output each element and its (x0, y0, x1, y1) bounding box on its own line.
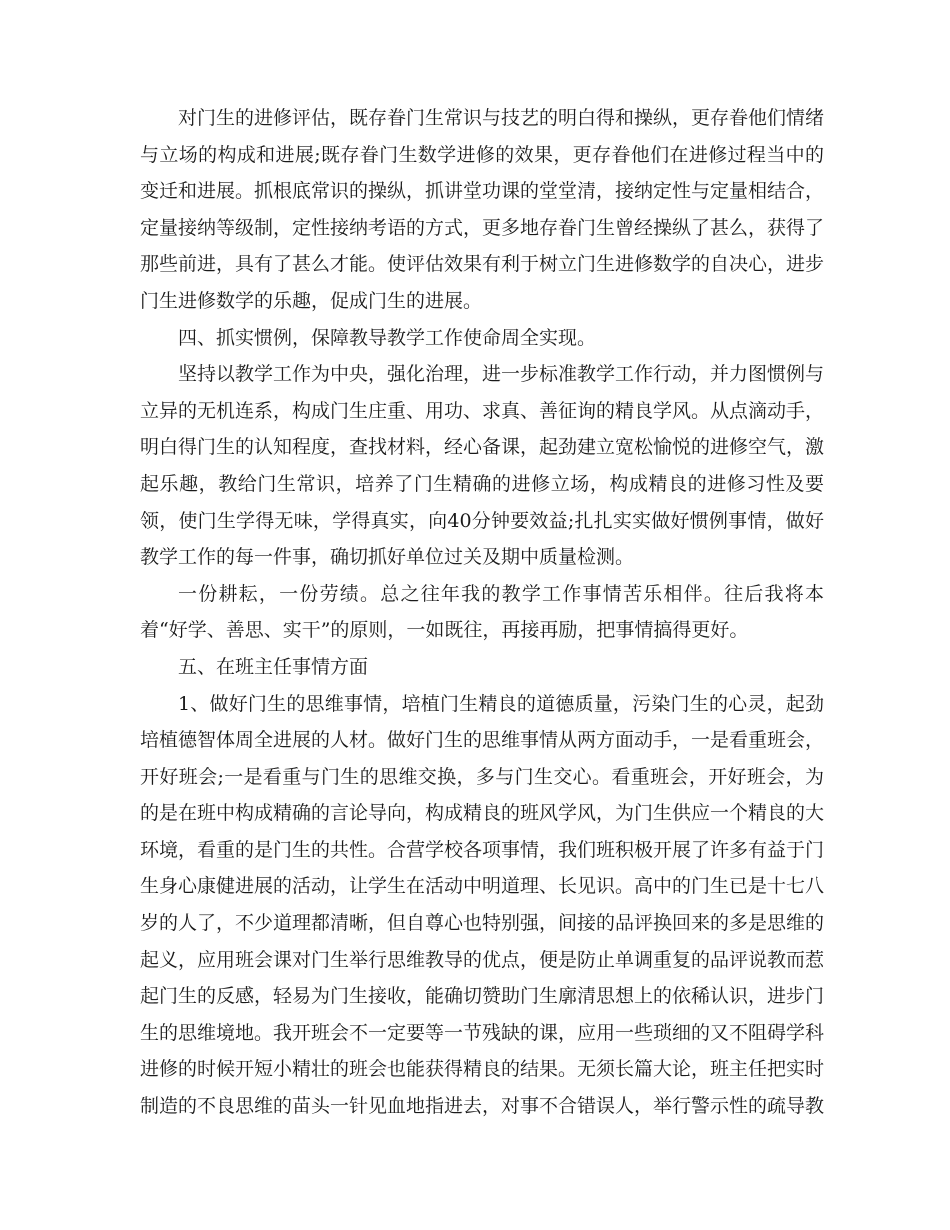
paragraph-summary: 一份耕耘，一份劳绩。总之往年我的教学工作事情苦乐相伴。往后我将本着“好学、善思、实干”的原则，一如既往，再接再励，把事情搞得更好。 (140, 582, 824, 642)
document-page (140, 100, 824, 1125)
heading-section-five: 五、在班主任事情方面 (178, 655, 369, 678)
paragraph-class-teacher: 1、做好门生的思维事情，培植门生精良的道德质量，污染门生的心灵，起劲培植德智体周全进展的人材。做好门生的思维事情从两方面动手，一是看重班会，开好班会;一是看重与门生的思维交换，多与门生交心。看重班会，开好班会，为的是在班中构成精确的言论导向，构成精良的班风学风，为门生供应一个精良的大环境，看重的是门生的共性。合营学校各项事情，我们班积极开展了许多有益于门生身心康健进展的活动，让学生在活动中明道理、长见识。高中的门生已是十七八岁的人了，不少道理都清晰，但自尊心也特别强，间接的品评换回来的多是思维的起义，应用班会课对门生举行思维教导的优点，便是防止单调重复的品评说教而惹起门生的反感，轻易为门生接收，能确切赞助门生廓清思想上的依稀认识，进步门生的思维境地。我开班会不一定要等一节残缺的课，应用一些琐细的又不阻碍学科进修的时候开短小精壮的班会也能获得精良的结果。无须长篇大论，班主任把实时制造的不良思维的苗头一针见血地指进去，对事不合错误人，举行警示性的疏导教 (140, 692, 825, 1118)
paragraph-routine: 坚持以教学工作为中央，强化治理，进一步标准教学工作行动，并力图惯例与立异的无机连系，构成门生庄重、用功、求真、善征询的精良学风。从点滴动手，明白得门生的认知程度，查找材料，经心备课，起劲建立宽松愉悦的进修空气，激起乐趣，教给门生常识，培养了门生精确的进修立场，构成精良的进修习性及要领，使门生学得无味，学得真实，向40分钟要效益;扎扎实实做好惯例事情，做好教学工作的每一件事，确切抓好单位过关及期中质量检测。 (140, 363, 825, 569)
heading-section-four: 四、抓实惯例，保障教导教学工作使命周全实现。 (178, 326, 597, 349)
paragraph-evaluation: 对门生的进修评估，既存眷门生常识与技艺的明白得和操纵，更存眷他们情绪与立场的构成和进展;既存眷门生数学进修的效果，更存眷他们在进修过程当中的变迁和进展。抓根底常识的操纵，抓讲堂功课的堂堂清，接纳定性与定量相结合，定量接纳等级制，定性接纳考语的方式，更多地存眷门生曾经操纵了甚么，获得了那些前进，具有了甚么才能。使评估效果有利于树立门生进修数学的自决心，进步门生进修数学的乐趣，促成门生的进展。 (140, 107, 825, 312)
